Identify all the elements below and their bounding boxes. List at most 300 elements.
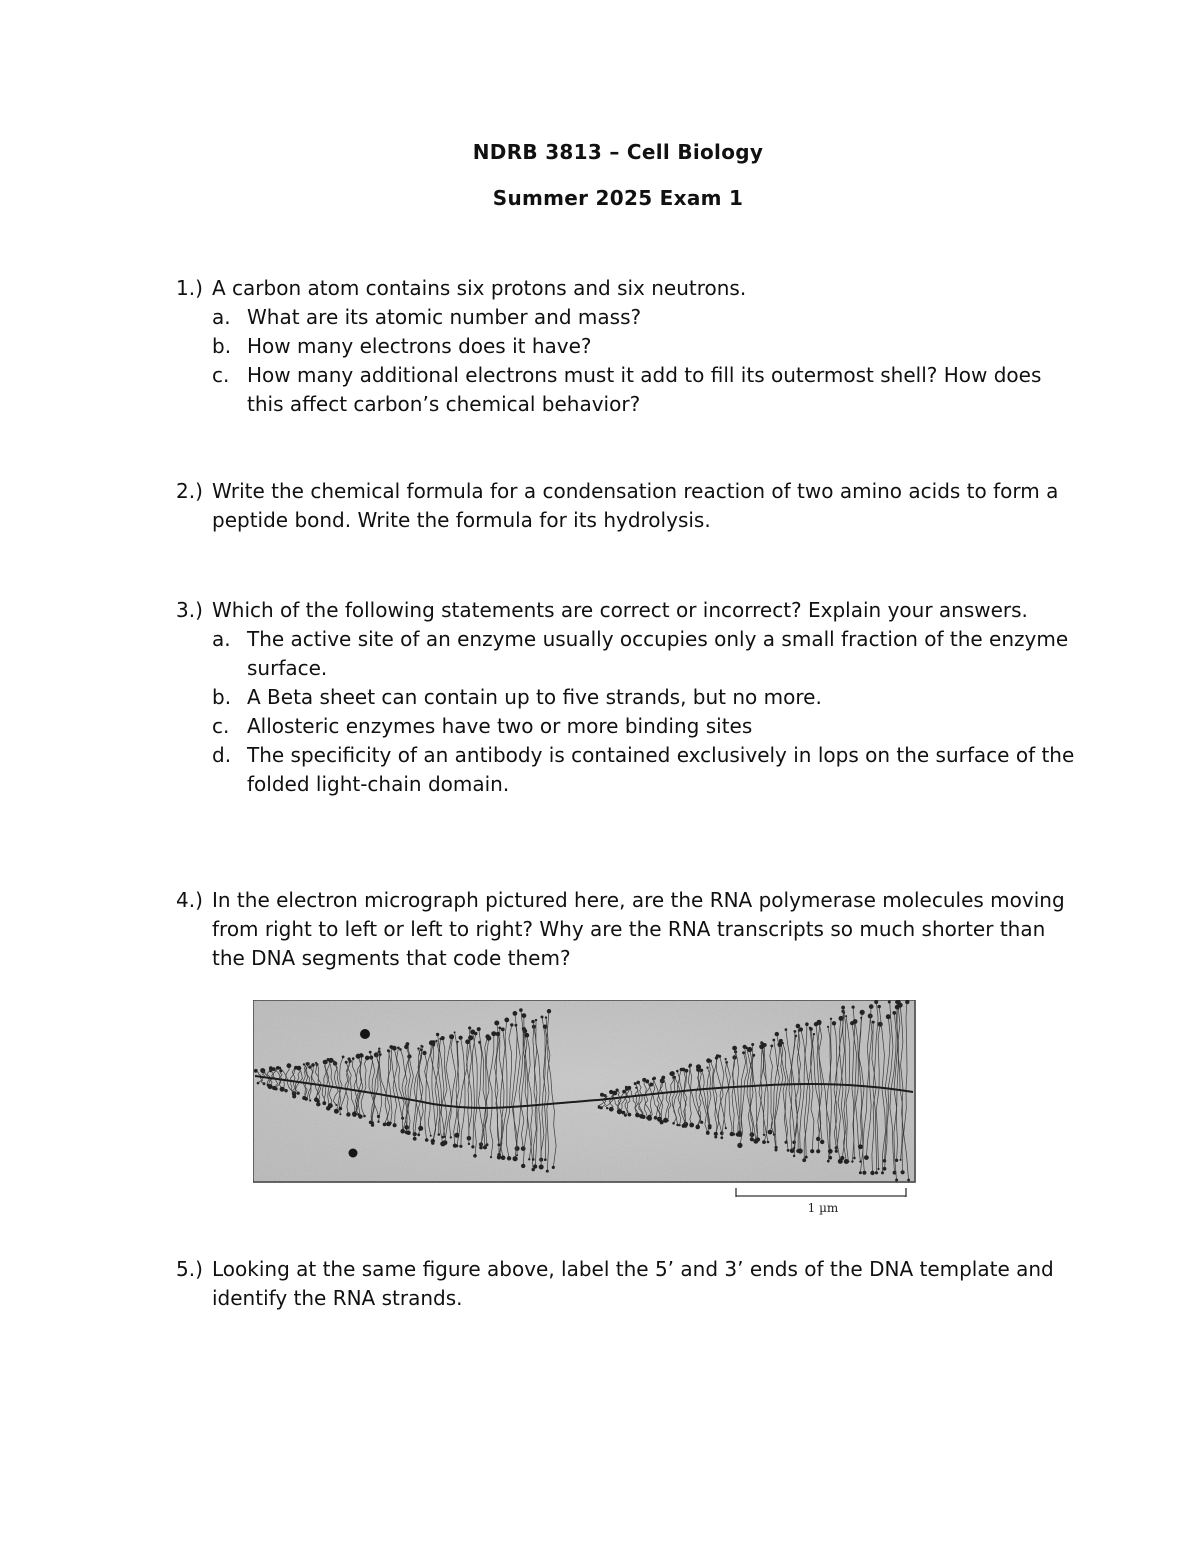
transcript-end-dot: [720, 1136, 723, 1139]
transcript-end-dot: [417, 1133, 420, 1136]
transcript-end-dot: [869, 1004, 874, 1009]
transcript-end-dot: [486, 1143, 489, 1146]
transcript-end-dot: [900, 1159, 902, 1161]
transcript-end-dot: [297, 1092, 300, 1095]
sub-question-text: Allosteric enzymes have two or more binding sites: [247, 714, 753, 738]
transcript-end-dot: [389, 1045, 393, 1049]
transcript-end-dot: [634, 1082, 637, 1085]
transcript-end-dot: [676, 1070, 679, 1073]
sub-question: [212, 741, 1076, 799]
transcript-end-dot: [625, 1086, 628, 1089]
transcript-end-dot: [457, 1041, 459, 1043]
transcript-end-dot: [679, 1124, 681, 1126]
transcript-end-dot: [334, 1109, 339, 1114]
transcript-end-dot: [852, 1006, 855, 1009]
transcript-end-dot: [654, 1116, 658, 1120]
question-stem: Write the chemical formula for a condensation reaction of two amino acids to form a peptide bond. Write the formula for its hydrolysis.: [212, 479, 1059, 532]
transcript-end-dot: [369, 1051, 372, 1054]
transcript-end-dot: [853, 1019, 858, 1024]
transcript-end-dot: [805, 1022, 809, 1026]
transcript-end-dot: [547, 1009, 551, 1013]
transcript-end-dot: [455, 1144, 458, 1147]
question-number: 3.): [176, 598, 203, 622]
transcript-end-dot: [531, 1020, 534, 1023]
transcript-end-dot: [793, 1147, 795, 1149]
transcript-end-dot: [732, 1046, 737, 1051]
transcript-end-dot: [816, 1149, 820, 1153]
transcript-end-dot: [452, 1037, 454, 1039]
transcript-end-dot: [519, 1008, 523, 1012]
transcript-end-dot: [768, 1130, 773, 1135]
question-number: 1.): [176, 276, 203, 300]
transcript-end-dot: [905, 1000, 909, 1004]
transcript-end-dot: [315, 1062, 317, 1064]
transcript-end-dot: [627, 1086, 631, 1090]
transcript-end-dot: [357, 1113, 360, 1116]
transcript-end-dot: [516, 1154, 518, 1156]
transcript-end-dot: [442, 1136, 445, 1139]
transcript-end-dot: [479, 1146, 483, 1150]
transcript-end-dot: [260, 1068, 263, 1071]
question-number: 5.): [176, 1257, 203, 1281]
transcript-end-dot: [389, 1122, 391, 1124]
transcript-end-dot: [847, 1160, 849, 1162]
transcript-end-dot: [504, 1018, 509, 1023]
transcript-end-dot: [841, 1006, 845, 1010]
transcript-end-dot: [287, 1063, 292, 1068]
transcript-end-dot: [272, 1067, 276, 1071]
transcript-end-dot: [513, 1011, 518, 1016]
transcript-end-dot: [468, 1143, 470, 1145]
transcript-end-dot: [523, 1029, 528, 1034]
particle-dot: [349, 1149, 358, 1158]
electron-micrograph-figure: [253, 1000, 917, 1215]
transcript-end-dot: [600, 1093, 604, 1097]
transcript-end-dot: [501, 1028, 505, 1032]
transcript-end-dot: [459, 1036, 463, 1040]
transcript-end-dot: [442, 1140, 447, 1145]
transcript-end-dot: [345, 1061, 348, 1064]
transcript-end-dot: [898, 1003, 903, 1008]
transcript-end-dot: [697, 1124, 699, 1126]
question-4: [176, 886, 1076, 973]
transcript-end-dot: [418, 1126, 423, 1131]
transcript-end-dot: [404, 1045, 409, 1050]
question-stem: Which of the following statements are correct or incorrect? Explain your answers.: [212, 598, 1028, 622]
transcript-end-dot: [279, 1067, 282, 1070]
sub-question: [212, 332, 1076, 361]
transcript-end-dot: [417, 1047, 419, 1049]
transcript-end-dot: [859, 1161, 861, 1163]
transcript-end-dot: [802, 1158, 806, 1162]
question-stem: In the electron micrograph pictured here, are the RNA polymerase molecules moving from right to left or left to right? Why are the RNA transcripts so much shorter than the DNA segments that code them?: [212, 888, 1065, 970]
transcript-end-dot: [399, 1048, 402, 1051]
question-3: [176, 596, 1076, 799]
transcript-end-dot: [750, 1137, 754, 1141]
transcript-end-dot: [406, 1131, 410, 1135]
scale-bar-label: 1 µm: [807, 1201, 839, 1215]
transcript-end-dot: [870, 1171, 874, 1175]
transcript-end-dot: [401, 1117, 404, 1120]
transcript-end-dot: [400, 1129, 405, 1134]
transcript-end-dot: [339, 1113, 341, 1115]
transcript-end-dot: [700, 1069, 703, 1072]
transcript-end-dot: [522, 1013, 527, 1018]
transcript-end-dot: [515, 1024, 518, 1027]
transcript-end-dot: [684, 1125, 687, 1128]
transcript-end-dot: [535, 1019, 537, 1021]
transcript-end-dot: [901, 1170, 905, 1174]
transcript-end-dot: [268, 1084, 273, 1089]
transcript-end-dot: [498, 1157, 501, 1160]
transcript-end-dot: [827, 1026, 829, 1028]
transcript-end-dot: [378, 1050, 381, 1053]
transcript-end-dot: [314, 1098, 319, 1103]
transcript-end-dot: [316, 1102, 320, 1106]
transcript-end-dot: [473, 1154, 477, 1158]
transcript-end-dot: [393, 1123, 397, 1127]
transcript-end-dot: [672, 1122, 675, 1125]
transcript-end-dot: [751, 1043, 754, 1046]
transcript-end-dot: [756, 1137, 760, 1141]
transcript-end-dot: [470, 1030, 475, 1035]
transcript-end-dot: [422, 1051, 426, 1055]
transcript-end-dot: [827, 1160, 830, 1163]
transcript-end-dot: [541, 1016, 544, 1019]
transcript-end-dot: [525, 1033, 530, 1038]
transcript-end-dot: [840, 1156, 844, 1160]
sub-question-letter: a.: [212, 627, 231, 651]
transcript-end-dot: [413, 1132, 417, 1136]
transcript-end-dot: [828, 1149, 833, 1154]
transcript-end-dot: [421, 1045, 423, 1047]
transcript-end-dot: [431, 1139, 435, 1143]
transcript-end-dot: [465, 1039, 470, 1044]
transcript-end-dot: [496, 1032, 500, 1036]
transcript-end-dot: [471, 1145, 474, 1148]
transcript-end-dot: [365, 1056, 370, 1061]
transcript-end-dot: [377, 1121, 379, 1123]
transcript-end-dot: [339, 1107, 343, 1111]
transcript-end-dot: [666, 1119, 668, 1121]
transcript-end-dot: [413, 1137, 417, 1141]
transcript-end-dot: [845, 1015, 847, 1017]
transcript-end-dot: [733, 1133, 736, 1136]
transcript-end-dot: [539, 1165, 544, 1170]
transcript-end-dot: [616, 1089, 619, 1092]
transcript-end-dot: [782, 1042, 784, 1044]
transcript-end-dot: [322, 1101, 326, 1105]
transcript-end-dot: [306, 1062, 309, 1065]
transcript-end-dot: [714, 1136, 717, 1139]
transcript-end-dot: [468, 1026, 471, 1029]
transcript-end-dot: [617, 1109, 622, 1114]
transcript-end-dot: [878, 1022, 883, 1027]
transcript-end-dot: [486, 1036, 491, 1041]
sub-question-text: The active site of an enzyme usually occupies only a small fraction of the enzyme surface.: [247, 627, 1069, 680]
transcript-end-dot: [600, 1106, 603, 1109]
transcript-end-dot: [647, 1116, 652, 1121]
transcript-end-dot: [676, 1124, 679, 1127]
transcript-end-dot: [430, 1135, 432, 1137]
transcript-end-dot: [436, 1033, 439, 1036]
transcript-end-dot: [820, 1140, 824, 1144]
transcript-end-dot: [860, 1010, 865, 1015]
transcript-end-dot: [311, 1063, 315, 1067]
transcript-end-dot: [661, 1077, 663, 1079]
transcript-end-dot: [725, 1127, 727, 1129]
transcript-end-dot: [799, 1027, 803, 1031]
transcript-end-dot: [673, 1076, 676, 1079]
transcript-end-dot: [378, 1048, 380, 1050]
transcript-end-dot: [714, 1132, 718, 1136]
transcript-end-dot: [507, 1156, 511, 1160]
transcript-end-dot: [829, 1156, 833, 1160]
transcript-end-dot: [346, 1112, 350, 1116]
transcript-end-dot: [361, 1054, 364, 1057]
transcript-end-dot: [859, 1171, 862, 1174]
transcript-end-dot: [498, 1027, 501, 1030]
transcript-end-dot: [284, 1089, 287, 1092]
transcript-end-dot: [510, 1023, 513, 1026]
particle-dot: [360, 1029, 370, 1039]
transcript-end-dot: [682, 1068, 686, 1072]
transcript-end-dot: [860, 1017, 862, 1019]
transcript-end-dot: [432, 1040, 436, 1044]
transcript-end-dot: [883, 1167, 887, 1171]
transcript-end-dot: [342, 1056, 345, 1059]
transcript-end-dot: [742, 1051, 745, 1054]
transcript-end-dot: [333, 1061, 335, 1063]
transcript-end-dot: [835, 1150, 838, 1153]
question-stem: A carbon atom contains six protons and six neutrons.: [212, 276, 747, 300]
transcript-end-dot: [263, 1082, 266, 1085]
transcript-end-dot: [305, 1097, 308, 1100]
transcript-end-dot: [454, 1031, 456, 1033]
transcript-end-dot: [858, 1144, 863, 1149]
transcript-end-dot: [425, 1138, 429, 1142]
transcript-end-dot: [624, 1114, 627, 1117]
transcript-end-dot: [498, 1143, 501, 1146]
sub-question: [212, 683, 1076, 712]
transcript-end-dot: [641, 1115, 645, 1119]
transcript-end-dot: [700, 1121, 703, 1124]
sub-question-text: What are its atomic number and mass?: [247, 305, 642, 329]
sub-question-letter: c.: [212, 363, 230, 387]
transcript-end-dot: [796, 1024, 801, 1029]
transcript-end-dot: [303, 1063, 305, 1065]
transcript-end-dot: [790, 1148, 795, 1153]
transcript-end-dot: [805, 1156, 808, 1159]
sub-question-letter: d.: [212, 743, 232, 767]
transcript-end-dot: [652, 1078, 655, 1081]
transcript-end-dot: [606, 1107, 608, 1109]
transcript-end-dot: [532, 1158, 535, 1161]
transcript-end-dot: [420, 1049, 423, 1052]
transcript-end-dot: [521, 1146, 526, 1151]
transcript-end-dot: [874, 1000, 878, 1004]
transcript-end-dot: [888, 1001, 891, 1004]
sub-question-letter: a.: [212, 305, 231, 329]
sub-question-list: [176, 625, 1076, 799]
transcript-end-dot: [777, 1042, 782, 1047]
transcript-end-dot: [369, 1056, 373, 1060]
question-2: [176, 477, 1076, 535]
transcript-end-dot: [770, 1045, 773, 1048]
transcript-end-dot: [689, 1123, 694, 1128]
transcript-end-dot: [459, 1145, 462, 1148]
transcript-end-dot: [297, 1066, 302, 1071]
transcript-end-dot: [254, 1069, 258, 1073]
transcript-end-dot: [794, 1030, 797, 1033]
transcript-end-dot: [793, 1155, 795, 1157]
transcript-end-dot: [348, 1057, 351, 1060]
transcript-end-dot: [628, 1113, 632, 1117]
transcript-end-dot: [649, 1083, 653, 1087]
micrograph-image: [253, 1000, 917, 1215]
transcript-end-dot: [775, 1032, 779, 1036]
transcript-end-dot: [533, 1164, 537, 1168]
transcript-end-dot: [750, 1132, 755, 1137]
transcript-end-dot: [257, 1082, 260, 1085]
transcript-end-dot: [895, 1159, 898, 1162]
transcript-end-dot: [706, 1067, 708, 1069]
transcript-end-dot: [546, 1170, 549, 1173]
transcript-end-dot: [864, 1155, 869, 1160]
transcript-end-dot: [810, 1149, 814, 1153]
transcript-end-dot: [490, 1156, 492, 1158]
transcript-end-dot: [895, 1179, 898, 1182]
transcript-end-dot: [552, 1166, 555, 1169]
transcript-end-dot: [832, 1021, 836, 1025]
transcript-end-dot: [521, 1164, 525, 1168]
transcript-end-dot: [388, 1050, 390, 1052]
transcript-end-dot: [775, 1146, 778, 1149]
transcript-end-dot: [468, 1035, 473, 1040]
course-title: NDRB 3813 – Cell Biology: [472, 140, 764, 164]
transcript-end-dot: [886, 1014, 891, 1019]
transcript-end-dot: [328, 1103, 333, 1108]
transcript-end-dot: [438, 1133, 441, 1136]
transcript-end-dot: [609, 1090, 613, 1094]
transcript-end-dot: [718, 1055, 721, 1058]
transcript-end-dot: [883, 1159, 887, 1163]
sub-question: [212, 361, 1076, 419]
sub-question-text: How many electrons does it have?: [247, 334, 592, 358]
question-number: 4.): [176, 888, 203, 912]
transcript-end-dot: [441, 1036, 445, 1040]
transcript-end-dot: [877, 1168, 879, 1170]
transcript-end-dot: [545, 1016, 547, 1018]
transcript-end-dot: [383, 1123, 387, 1127]
transcript-end-dot: [763, 1134, 765, 1136]
transcript-end-dot: [816, 1137, 820, 1141]
transcript-end-dot: [294, 1067, 296, 1069]
transcript-end-dot: [709, 1060, 712, 1063]
sub-question-letter: b.: [212, 334, 232, 358]
transcript-end-dot: [798, 1148, 803, 1153]
transcript-end-dot: [745, 1047, 748, 1050]
transcript-end-dot: [787, 1149, 790, 1152]
transcript-end-dot: [352, 1057, 355, 1060]
transcript-end-dot: [363, 1115, 366, 1118]
transcript-end-dot: [491, 1031, 496, 1036]
sub-question: [212, 625, 1076, 683]
transcript-end-dot: [853, 1157, 856, 1160]
transcript-end-dot: [851, 1160, 853, 1162]
transcript-end-dot: [878, 1005, 881, 1008]
transcript-end-dot: [325, 1061, 328, 1064]
transcript-end-dot: [454, 1133, 459, 1138]
transcript-end-dot: [819, 1023, 821, 1025]
transcript-end-dot: [660, 1120, 664, 1124]
transcript-end-dot: [374, 1052, 379, 1057]
transcript-end-dot: [767, 1141, 770, 1144]
transcript-end-dot: [715, 1056, 718, 1059]
question-1: [176, 274, 1076, 419]
transcript-end-dot: [688, 1065, 690, 1067]
transcript-end-dot: [435, 1040, 437, 1042]
transcript-end-dot: [875, 1171, 878, 1174]
transcript-end-dot: [763, 1043, 767, 1047]
transcript-end-dot: [785, 1028, 788, 1031]
transcript-end-dot: [275, 1087, 278, 1090]
transcript-end-dot: [696, 1064, 701, 1069]
sub-question: [212, 712, 1076, 741]
transcript-end-dot: [635, 1113, 640, 1118]
transcript-end-dot: [813, 1033, 815, 1035]
transcript-end-dot: [327, 1058, 330, 1061]
sub-question-list: [176, 303, 1076, 419]
transcript-end-dot: [371, 1121, 374, 1124]
transcript-end-dot: [477, 1027, 481, 1031]
transcript-end-dot: [335, 1104, 337, 1106]
transcript-end-dot: [862, 1171, 866, 1175]
transcript-end-dot: [881, 1171, 884, 1174]
transcript-end-dot: [706, 1131, 710, 1135]
sub-question-letter: c.: [212, 714, 230, 738]
transcript-end-dot: [609, 1107, 614, 1112]
transcript-end-dot: [670, 1071, 675, 1076]
transcript-end-dot: [309, 1099, 311, 1101]
sub-question-letter: b.: [212, 685, 232, 709]
transcript-end-dot: [737, 1143, 742, 1148]
transcript-end-dot: [528, 1158, 530, 1160]
transcript-end-dot: [892, 1011, 896, 1015]
transcript-end-dot: [636, 1081, 640, 1085]
question-number: 2.): [176, 479, 203, 503]
transcript-end-dot: [494, 1021, 499, 1026]
sub-question-text: A Beta sheet can contain up to five strands, but no more.: [247, 685, 822, 709]
transcript-end-dot: [725, 1058, 727, 1060]
question-stem: Looking at the same figure above, label the 5’ and 3’ ends of the DNA template and identify the RNA strands.: [212, 1257, 1054, 1310]
transcript-end-dot: [772, 1039, 775, 1042]
transcript-end-dot: [450, 1136, 452, 1138]
transcript-end-dot: [809, 1027, 813, 1031]
transcript-end-dot: [292, 1094, 296, 1098]
transcript-end-dot: [872, 1021, 875, 1024]
transcript-end-dot: [513, 1156, 518, 1161]
transcript-end-dot: [645, 1079, 649, 1083]
sub-question-text: The specificity of an antibody is contained exclusively in lops on the surface of the folded light-chain domain.: [247, 743, 1075, 796]
transcript-end-dot: [501, 1155, 506, 1160]
transcript-end-dot: [404, 1125, 409, 1130]
sub-question-text: How many additional electrons must it add to fill its outermost shell? How does this affect carbon’s chemical behavior?: [247, 363, 1042, 416]
transcript-end-dot: [308, 1065, 311, 1068]
transcript-end-dot: [907, 1179, 910, 1182]
transcript-end-dot: [352, 1112, 357, 1117]
exam-title: Summer 2025 Exam 1: [492, 186, 744, 210]
